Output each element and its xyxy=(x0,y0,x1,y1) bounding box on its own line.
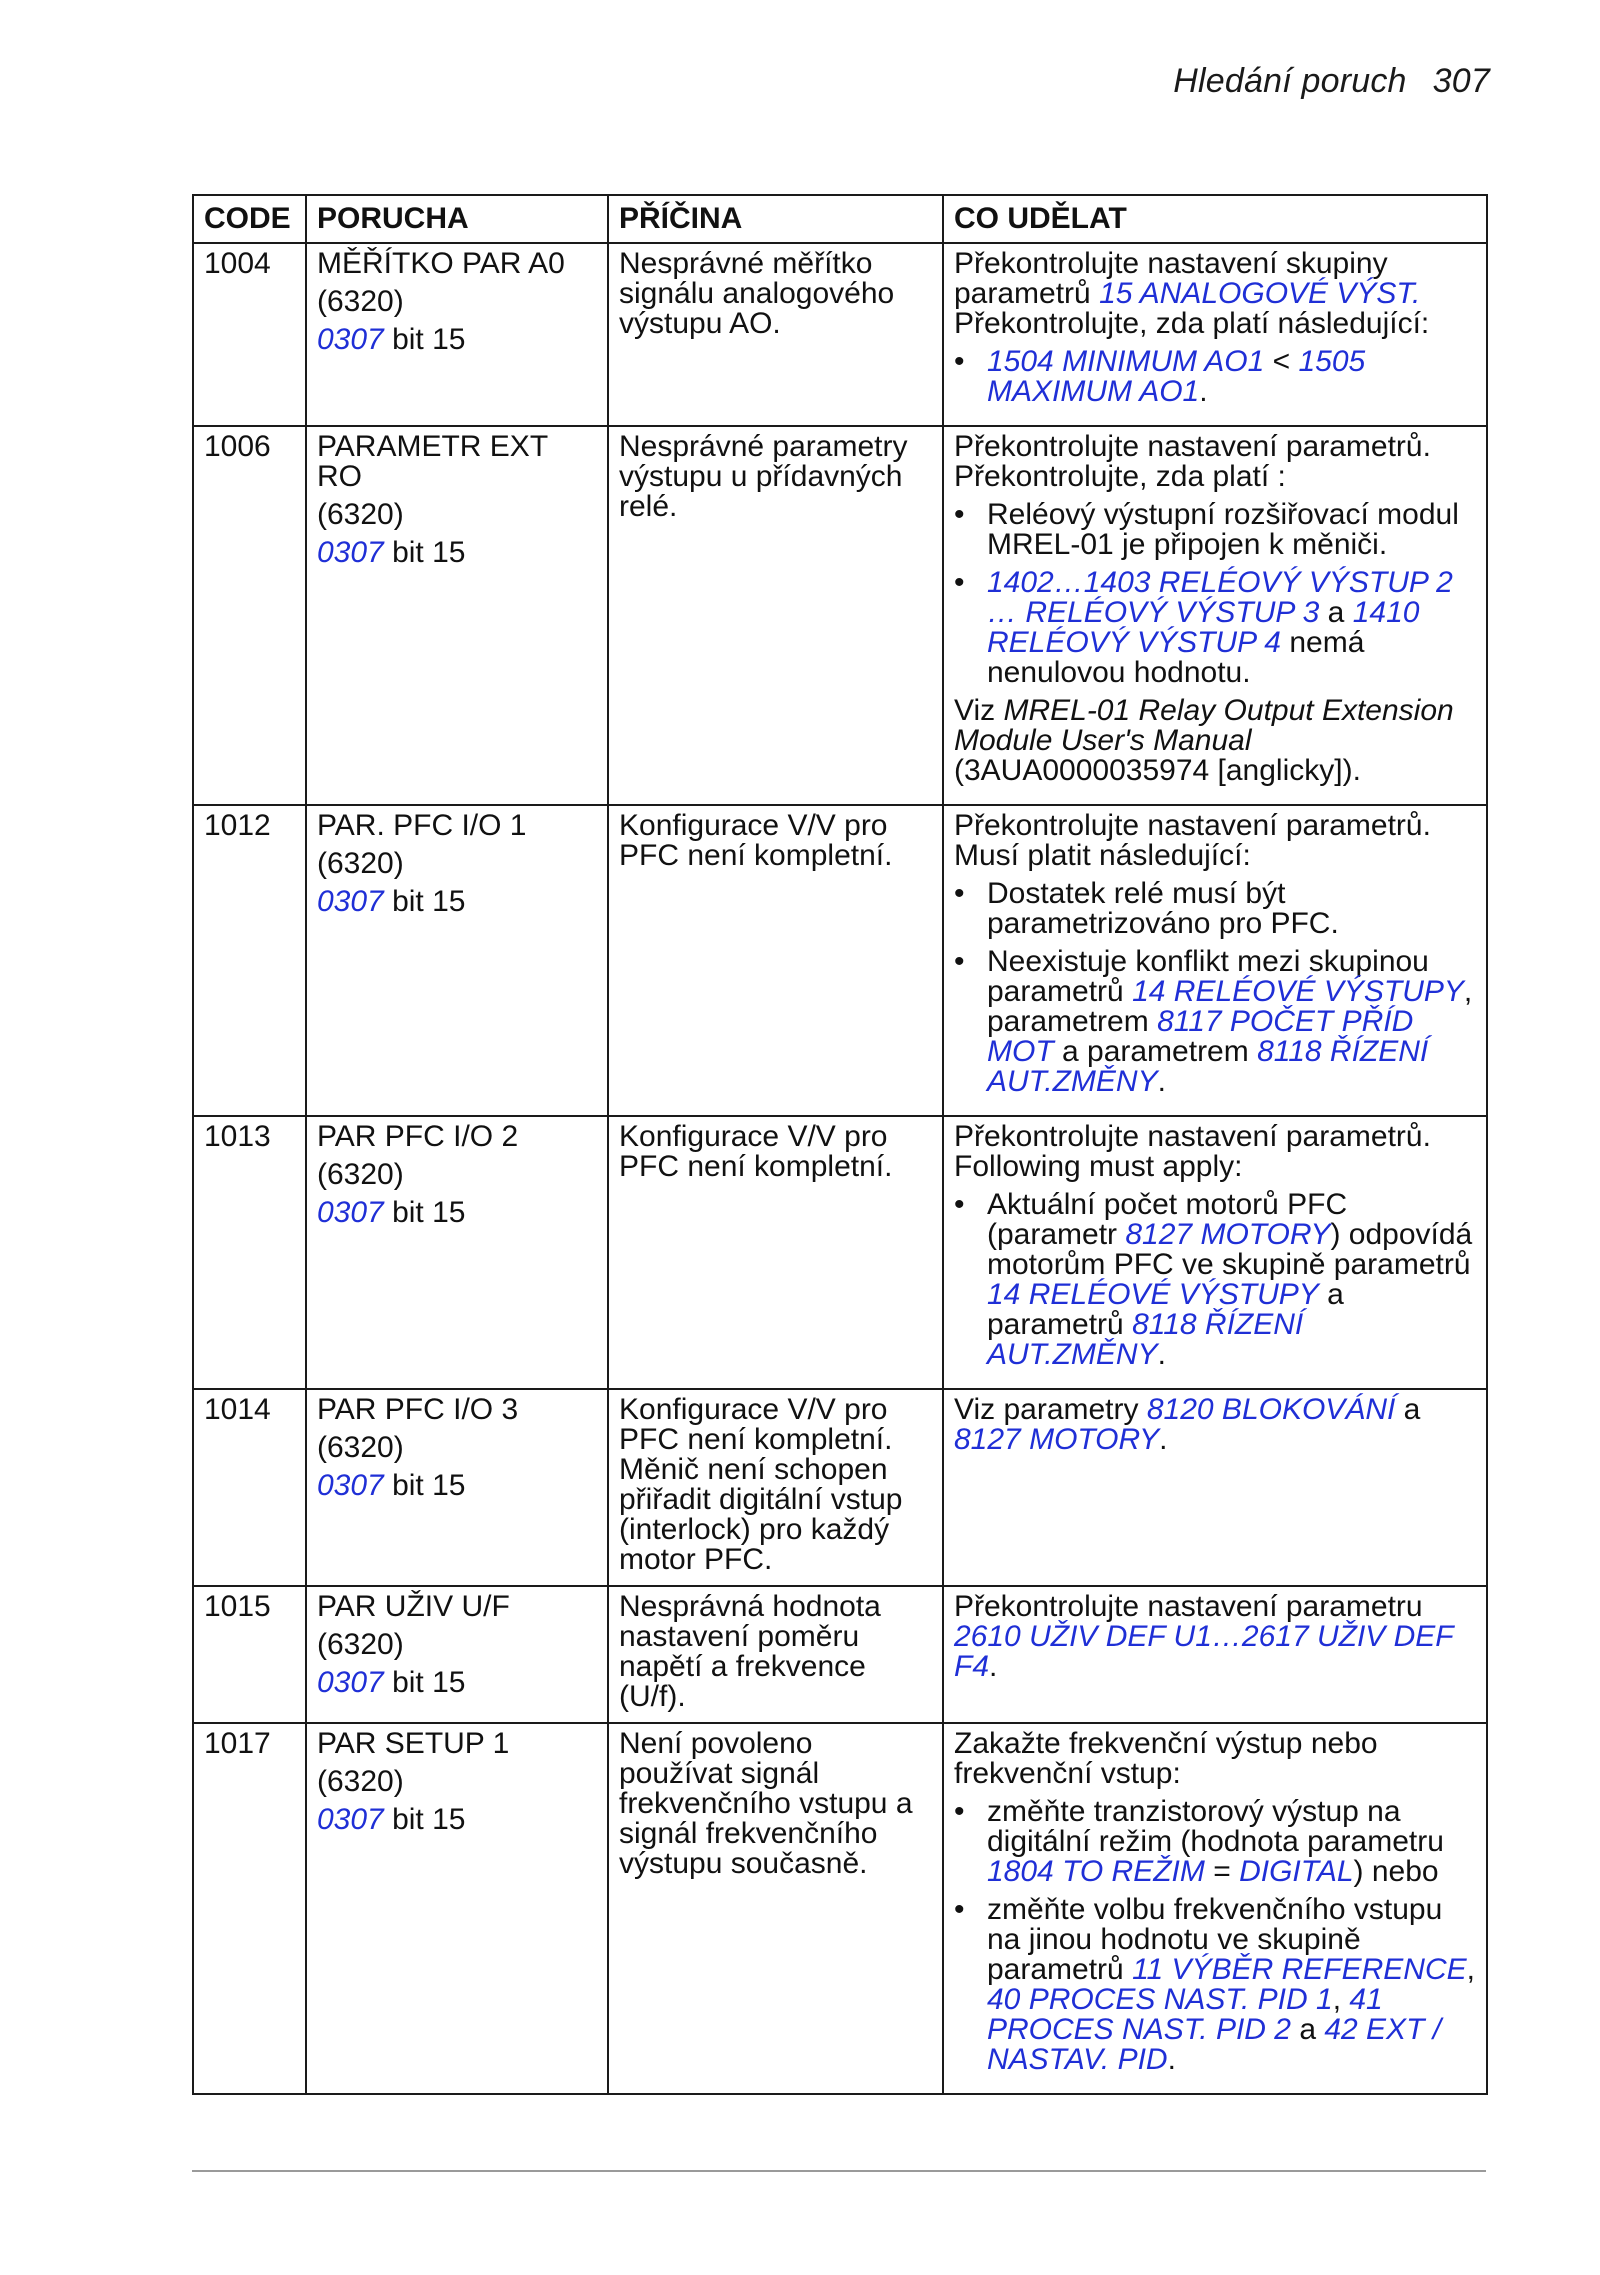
action-cell xyxy=(943,1116,1487,1389)
text-run: . xyxy=(1157,1065,1166,1098)
parameter-link[interactable]: 0307 xyxy=(317,1469,384,1502)
fault-subcode: (6320) xyxy=(317,1431,404,1464)
fault-subcode: (6320) xyxy=(317,498,404,531)
parameter-link[interactable]: DIGITAL xyxy=(1239,1855,1354,1888)
text-run: Reléový výstupní rozšiřovací modul MREL-01 je připojen k měniči. xyxy=(987,498,1459,561)
parameter-link[interactable]: 0307 xyxy=(317,536,384,569)
parameter-link[interactable]: 42 EXT / NASTAV. PID xyxy=(987,2013,1442,2076)
parameter-link[interactable]: 1402…1403 RELÉOVÝ VÝSTUP 2 … RELÉOVÝ VÝSTUP 3 xyxy=(987,566,1453,629)
parameter-link[interactable]: 8118 ŘÍZENÍ AUT.ZMĚNY xyxy=(987,1308,1304,1371)
text-run: Aktuální počet motorů PFC (parametr xyxy=(987,1188,1348,1251)
parameter-link[interactable]: 2610 UŽIV DEF U1…2617 UŽIV DEF F4 xyxy=(954,1620,1454,1683)
code-cell: 1012 xyxy=(193,805,306,1116)
text-run: Dostatek relé musí být parametrizováno pro PFC. xyxy=(987,877,1339,940)
text-run: = xyxy=(1204,1855,1240,1888)
text-run: a parametrem xyxy=(1053,1035,1258,1068)
text-run: změňte tranzistorový výstup na digitální režim (hodnota parametru xyxy=(987,1795,1444,1858)
fault-name: PAR SETUP 1 xyxy=(317,1727,510,1760)
parameter-link[interactable]: 8117 POČET PŘÍD MOT xyxy=(987,1005,1414,1068)
fault-cell xyxy=(306,426,608,805)
fault-word-bit xyxy=(317,1805,597,1835)
code-cell: 1015 xyxy=(193,1586,306,1723)
text-run: , xyxy=(1332,1983,1350,2016)
table-row xyxy=(193,1116,1487,1389)
action-cell xyxy=(943,243,1487,426)
text-run: Zakažte frekvenční výstup nebo frekvenční vstup: xyxy=(954,1727,1378,1790)
code-cell: 1013 xyxy=(193,1116,306,1389)
fault-code-table xyxy=(192,194,1488,2095)
action-bullet-item xyxy=(954,1190,1476,1370)
action-cell xyxy=(943,426,1487,805)
fault-subcode: (6320) xyxy=(317,1765,404,1798)
fault-word-bit xyxy=(317,887,597,917)
fault-cell xyxy=(306,805,608,1116)
parameter-link[interactable]: 1804 TO REŽIM xyxy=(987,1855,1205,1888)
text-run: . xyxy=(1157,1338,1166,1371)
cause-cell: Nesprávné měřítko signálu analogového výstupu AO. xyxy=(608,243,943,426)
action-bullet-list xyxy=(954,1797,1476,2075)
action-cell xyxy=(943,805,1487,1116)
cause-cell: Konfigurace V/V pro PFC není kompletní. xyxy=(608,805,943,1116)
parameter-link[interactable]: 40 PROCES NAST. PID 1 xyxy=(987,1983,1333,2016)
action-cell xyxy=(943,1723,1487,2094)
table-row xyxy=(193,426,1487,805)
text-run: (3AUA0000035974 [anglicky]). xyxy=(954,754,1361,787)
fault-name: PAR PFC I/O 2 xyxy=(317,1120,519,1153)
action-bullet-item xyxy=(954,947,1476,1097)
footer-rule xyxy=(192,2170,1486,2172)
fault-name: PARAMETR EXT RO xyxy=(317,430,548,493)
parameter-link[interactable]: 11 VÝBĚR REFERENCE xyxy=(1132,1953,1467,1986)
cause-cell: Nesprávné parametry výstupu u přídavných relé. xyxy=(608,426,943,805)
bit-label: bit 15 xyxy=(383,1469,466,1502)
action-paragraph xyxy=(954,249,1476,339)
parameter-link[interactable]: 1505 MAXIMUM AO1 xyxy=(987,345,1366,408)
parameter-link[interactable]: 41 PROCES NAST. PID 2 xyxy=(987,1983,1383,2046)
bit-label: bit 15 xyxy=(383,323,466,356)
text-run: a xyxy=(1319,596,1353,629)
action-paragraph xyxy=(954,811,1476,871)
bit-label: bit 15 xyxy=(383,1666,466,1699)
action-bullet-list xyxy=(954,500,1476,688)
text-run: , parametrem xyxy=(987,975,1473,1038)
parameter-link[interactable]: 0307 xyxy=(317,1803,384,1836)
text-run: Překontrolujte nastavení skupiny parametrů xyxy=(954,247,1388,310)
text-run: Překontrolujte nastavení parametrů. Following must apply: xyxy=(954,1120,1431,1183)
table-row xyxy=(193,1389,1487,1586)
text-run: . xyxy=(989,1650,998,1683)
fault-name: PAR PFC I/O 3 xyxy=(317,1393,519,1426)
column-header-cause: PŘÍČINA xyxy=(608,195,943,243)
fault-word-bit xyxy=(317,1471,597,1501)
code-cell: 1006 xyxy=(193,426,306,805)
table-row xyxy=(193,1723,1487,2094)
parameter-link[interactable]: 8120 BLOKOVÁNÍ xyxy=(1146,1393,1396,1426)
parameter-link[interactable]: 0307 xyxy=(317,323,384,356)
running-title: Hledání poruch xyxy=(1173,62,1407,100)
text-run: ) odpovídá motorům PFC ve skupině parametrů xyxy=(987,1218,1473,1281)
text-run: ) nebo xyxy=(1353,1855,1439,1888)
action-cell xyxy=(943,1586,1487,1723)
table-row xyxy=(193,1586,1487,1723)
page-number: 307 xyxy=(1432,62,1490,100)
cause-cell: Konfigurace V/V pro PFC není kompletní. xyxy=(608,1116,943,1389)
text-run: . xyxy=(1199,375,1208,408)
text-run: Překontrolujte nastavení parametrů. Překontrolujte, zda platí : xyxy=(954,430,1431,493)
column-header-fault: PORUCHA xyxy=(306,195,608,243)
action-paragraph xyxy=(954,1592,1476,1682)
action-bullet-item xyxy=(954,568,1476,688)
action-paragraph xyxy=(954,1122,1476,1182)
parameter-link[interactable]: 0307 xyxy=(317,1666,384,1699)
text-run: Viz xyxy=(954,694,1004,727)
fault-subcode: (6320) xyxy=(317,1158,404,1191)
parameter-link[interactable]: 14 RELÉOVÉ VÝSTUPY xyxy=(1132,975,1464,1008)
bit-label: bit 15 xyxy=(383,1196,466,1229)
text-run: Neexistuje konflikt mezi skupinou parametrů xyxy=(987,945,1429,1008)
action-bullet-item xyxy=(954,1797,1476,1887)
parameter-link[interactable]: 8118 ŘÍZENÍ AUT.ZMĚNY xyxy=(987,1035,1429,1098)
text-run: Překontrolujte nastavení parametrů. Musí platit následující: xyxy=(954,809,1431,872)
fault-subcode: (6320) xyxy=(317,1628,404,1661)
text-run: Překontrolujte nastavení parametru xyxy=(954,1590,1423,1623)
manual-title: MREL-01 Relay Output Extension Module User's Manual xyxy=(954,694,1454,757)
parameter-link[interactable]: 8127 MOTORY xyxy=(1125,1218,1331,1251)
fault-name: MĚŘÍTKO PAR A0 xyxy=(317,247,565,280)
table-row xyxy=(193,243,1487,426)
action-cell xyxy=(943,1389,1487,1586)
table-header-row xyxy=(193,195,1487,243)
parameter-link[interactable]: 1410 RELÉOVÝ VÝSTUP 4 xyxy=(987,596,1420,659)
fault-subcode: (6320) xyxy=(317,847,404,880)
cause-cell: Konfigurace V/V pro PFC není kompletní. Měnič není schopen přiřadit digitální vstup (interlock) pro každý motor PFC. xyxy=(608,1389,943,1586)
text-run: . xyxy=(1167,2043,1176,2076)
parameter-link[interactable]: 0307 xyxy=(317,885,384,918)
code-cell: 1004 xyxy=(193,243,306,426)
text-run: < xyxy=(1264,345,1299,378)
bit-label: bit 15 xyxy=(383,1803,466,1836)
column-header-code: CODE xyxy=(193,195,306,243)
bit-label: bit 15 xyxy=(383,885,466,918)
fault-cell xyxy=(306,1116,608,1389)
fault-word-bit xyxy=(317,1198,597,1228)
text-run: a xyxy=(1395,1393,1421,1426)
action-paragraph xyxy=(954,1395,1476,1455)
text-run: . xyxy=(1159,1423,1168,1456)
action-bullet-item xyxy=(954,1895,1476,2075)
parameter-link[interactable]: 8127 MOTORY xyxy=(954,1423,1160,1456)
cause-cell: Není povoleno používat signál frekvenčního vstupu a signál frekvenčního výstupu současně. xyxy=(608,1723,943,2094)
action-bullet-list xyxy=(954,347,1476,407)
fault-cell xyxy=(306,1389,608,1586)
fault-cell xyxy=(306,1723,608,2094)
fault-word-bit xyxy=(317,1668,597,1698)
fault-word-bit xyxy=(317,325,597,355)
fault-cell xyxy=(306,243,608,426)
text-run: a parametrů xyxy=(987,1278,1344,1341)
parameter-link[interactable]: 0307 xyxy=(317,1196,384,1229)
text-run: a xyxy=(1290,2013,1325,2046)
action-bullet-item xyxy=(954,500,1476,560)
parameter-link[interactable]: 15 ANALOGOVÉ VÝST. xyxy=(1099,277,1421,310)
fault-word-bit xyxy=(317,538,597,568)
parameter-link[interactable]: 14 RELÉOVÉ VÝSTUPY xyxy=(987,1278,1319,1311)
text-run: Viz parametry xyxy=(954,1393,1147,1426)
action-bullet-list xyxy=(954,879,1476,1097)
bit-label: bit 15 xyxy=(383,536,466,569)
text-run: změňte volbu frekvenčního vstupu na jinou hodnotu ve skupině parametrů xyxy=(987,1893,1443,1986)
text-run: , xyxy=(1466,1953,1475,1986)
action-paragraph xyxy=(954,432,1476,492)
text-run: Překontrolujte, zda platí následující: xyxy=(954,307,1430,340)
action-paragraph xyxy=(954,696,1476,786)
fault-cell xyxy=(306,1586,608,1723)
fault-name: PAR. PFC I/O 1 xyxy=(317,809,527,842)
page-header xyxy=(1173,62,1490,101)
cause-cell: Nesprávná hodnota nastavení poměru napětí a frekvence (U/f). xyxy=(608,1586,943,1723)
fault-subcode: (6320) xyxy=(317,285,404,318)
action-bullet-item xyxy=(954,879,1476,939)
text-run: nemá nenulovou hodnotu. xyxy=(987,626,1365,689)
table-row xyxy=(193,805,1487,1116)
fault-name: PAR UŽIV U/F xyxy=(317,1590,510,1623)
action-paragraph xyxy=(954,1729,1476,1789)
parameter-link[interactable]: 1504 MINIMUM AO1 xyxy=(987,345,1265,378)
action-bullet-list xyxy=(954,1190,1476,1370)
action-bullet-item xyxy=(954,347,1476,407)
code-cell: 1017 xyxy=(193,1723,306,2094)
column-header-action: CO UDĚLAT xyxy=(943,195,1487,243)
code-cell: 1014 xyxy=(193,1389,306,1586)
